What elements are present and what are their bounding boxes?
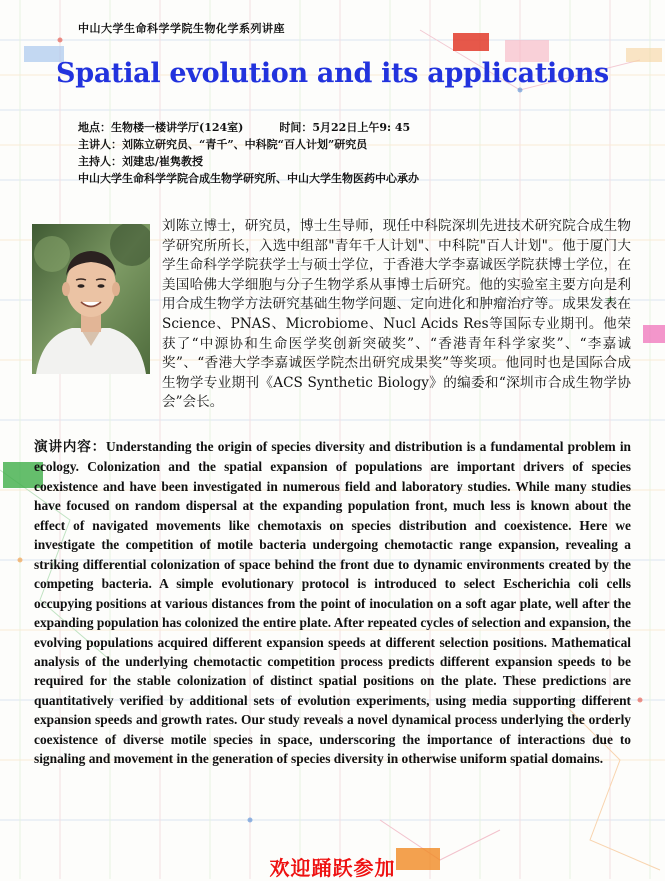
abstract-label: 演讲内容：	[34, 439, 106, 455]
speaker-photo	[32, 224, 150, 374]
lecture-info	[78, 119, 419, 187]
lecture-title: Spatial evolution and its applications	[56, 58, 609, 89]
abstract-text: Understanding the origin of species diversity and distribution is a fundamental problem in ecology. Colonization and the spatial expansion of populations are important drivers of species coexistence and have been investigated in numerous field and laboratory studies. While many studies have focused on random dispersal at the expanding population front, much less is known about the effect of navigated movements like chemotaxis on species distribution and coexistence. Here we investigate the competition of motile bacteria undergoing chemotactic range expansion, revealing a striking differential colonization of space behind the front due to dynamic environments created by the competing bacteria. A simple evolutionary protocol is introduced to select Escherichia coli cells occupying positions at various distances from the point of inoculation on a soft agar plate, well after the expanding population has colonized the entire plate. After repeated cycles of selection and expansion, the evolving populations acquired different expansion speeds at different selection positions. Mathematical analysis of the underlying chemotactic competition process predicts different expansion speeds to be required for the stable colonization of distinct spatial positions on the plate. These predictions are quantitatively verified by additional sets of evolution experiments, using media supporting different expansion speeds and growth rates. Our study reveals a novel dynamical process underlying the orderly coexistence of diverse motile species in space, underscoring the importance of interactions due to signaling and movement in the generation of species diversity in otherwise uniform spatial domains.	[34, 439, 632, 767]
location-time-row	[78, 119, 419, 136]
organizer-series-header: 中山大学生命科学学院生物化学系列讲座	[78, 22, 285, 35]
time-text: 时间：5月22日上午9: 45	[279, 121, 411, 134]
host-text: 主持人：刘建忠/崔隽教授	[78, 155, 204, 168]
speaker-text: 主讲人：刘陈立研究员、“青千”、中科院“百人计划”研究员	[78, 138, 368, 151]
organizer-text: 中山大学生命科学学院合成生物学研究所、中山大学生物医药中心承办	[78, 172, 419, 185]
location-text: 地点：生物楼一楼讲学厅(124室)	[78, 121, 244, 134]
abstract	[34, 437, 631, 769]
welcome-banner: 欢迎踊跃参加	[269, 856, 396, 880]
speaker-bio: 刘陈立博士，研究员，博士生导师，现任中科院深圳先进技术研究院合成生物学研究所所长，入选中组部"青年千人计划"、中科院"百人计划"。他于厦门大学生命科学学院获学士与硕士学位，于香港大学李嘉诚医学院获博士学位，在美国哈佛大学细胞与分子生物学系从事博士后研究。他的实验室主要方向是利用合成生物学方法研究基础生物学问题、定向进化和肿瘤治疗等。成果发表在Science、PNAS、Microbiome、Nucl Acids Res等国际专业期刊。他荣获了“中源协和生命医学奖创新突破奖”、“香港青年科学家奖”、“李嘉诚奖”、“香港大学李嘉诚医学院杰出研究成果奖”等奖项。他同时也是国际合成生物学专业期刊《ACS Synthetic Biology》的编委和“深圳市合成生物学协会”会长。	[162, 218, 631, 411]
